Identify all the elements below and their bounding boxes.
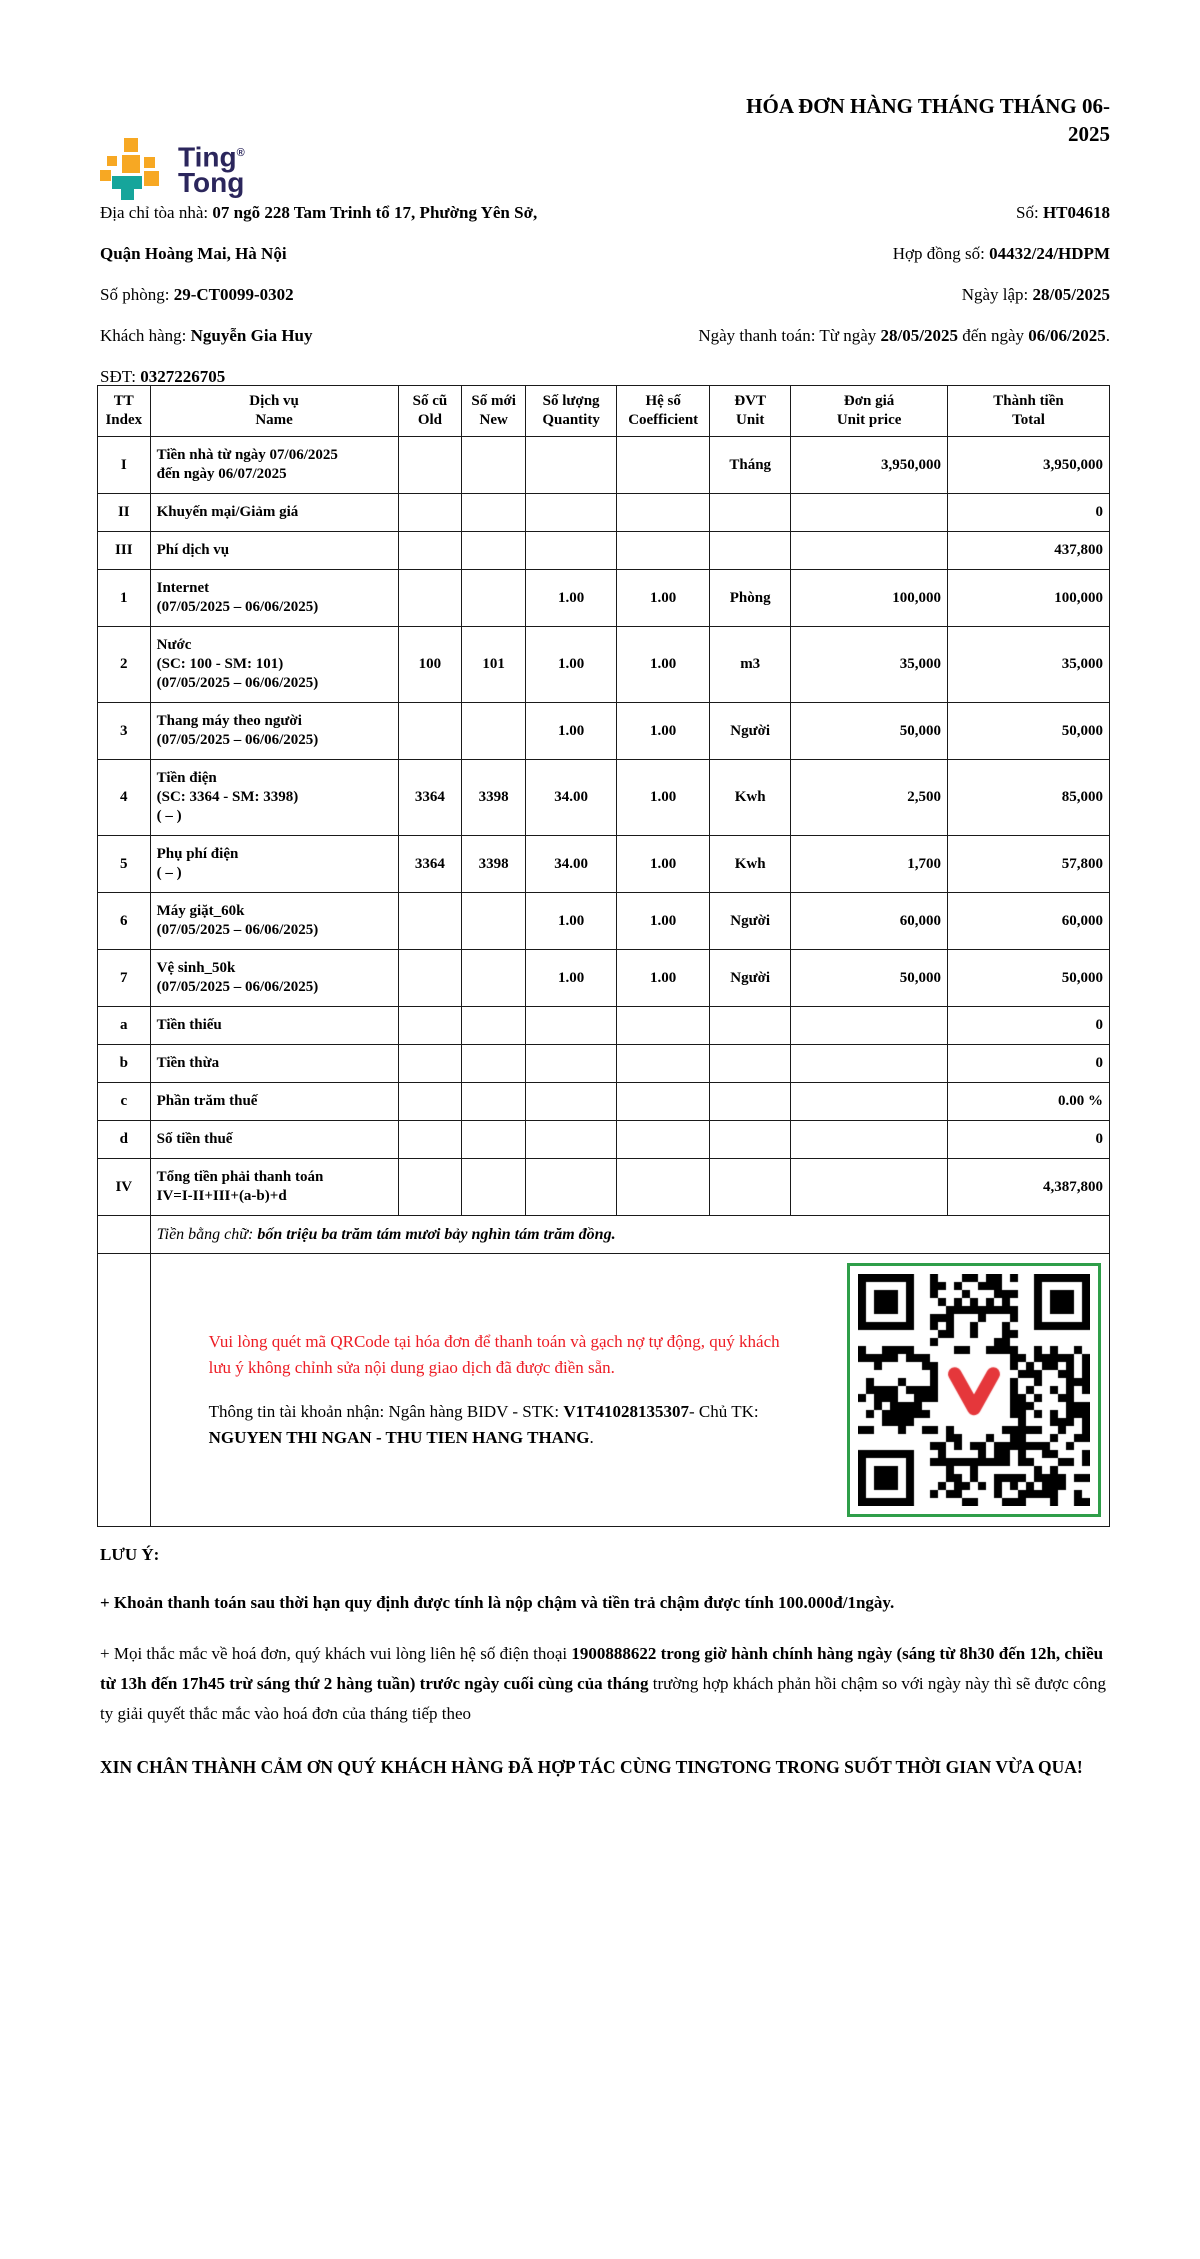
cell-service-name: Số tiền thuế: [150, 1121, 398, 1159]
cell-total: 4,387,800: [948, 1159, 1110, 1216]
column-header: Số lượng Quantity: [526, 386, 617, 437]
cell-quantity: 34.00: [526, 760, 617, 836]
cell-old-reading: [398, 950, 462, 1007]
info-right: Ngày lập: 28/05/2025: [961, 284, 1110, 304]
cell-coefficient: 1.00: [617, 950, 710, 1007]
info-line: [100, 192, 1110, 233]
cell-new-reading: [462, 437, 526, 494]
cell-index: IV: [98, 1159, 151, 1216]
cell-coefficient: 1.00: [617, 570, 710, 627]
cell-quantity: [526, 1121, 617, 1159]
cell-coefficient: [617, 437, 710, 494]
cell-unit-price: 1,700: [791, 836, 948, 893]
table-row: [98, 1121, 1110, 1159]
info-left: Khách hàng: Nguyễn Gia Huy: [100, 325, 313, 345]
cell-coefficient: 1.00: [617, 703, 710, 760]
payment-qr-code: [847, 1263, 1101, 1517]
cell-coefficient: [617, 532, 710, 570]
cell-old-reading: 3364: [398, 836, 462, 893]
cell-index: b: [98, 1045, 151, 1083]
late-payment-note: + Khoản thanh toán sau thời hạn quy định được tính là nộp chậm và tiền trả chậm được tính 100.000đ/1ngày.: [100, 1593, 895, 1612]
cell-service-name: Máy giặt_60k (07/05/2025 – 06/06/2025): [150, 893, 398, 950]
brand-line1: Ting: [178, 141, 237, 173]
cell-unit: Người: [710, 893, 791, 950]
table-row: [98, 1159, 1110, 1216]
qr-instruction-text: Vui lòng quét mã QRCode tại hóa đơn để thanh toán và gạch nợ tự động, quý khách lưu ý không chỉnh sửa nội dung giao dịch đã được điền sẵn.: [208, 1332, 780, 1377]
info-line: [100, 274, 1110, 315]
info-left: Số phòng: 29-CT0099-0302: [100, 284, 294, 304]
cell-unit: Kwh: [710, 836, 791, 893]
cell-unit-price: 100,000: [791, 570, 948, 627]
cell-coefficient: [617, 1083, 710, 1121]
cell-unit: [710, 494, 791, 532]
cell-new-reading: 101: [462, 627, 526, 703]
info-right: Ngày thanh toán: Từ ngày 28/05/2025 đến ngày 06/06/2025.: [698, 325, 1110, 345]
cell-new-reading: [462, 1007, 526, 1045]
cell-unit: [710, 532, 791, 570]
cell-index: 6: [98, 893, 151, 950]
table-row: [98, 1083, 1110, 1121]
cell-new-reading: [462, 532, 526, 570]
cell-unit: [710, 1007, 791, 1045]
tingtong-logo: [100, 138, 245, 200]
cell-index: I: [98, 437, 151, 494]
cell-quantity: 1.00: [526, 627, 617, 703]
cell-service-name: Phí dịch vụ: [150, 532, 398, 570]
cell-unit: [710, 1083, 791, 1121]
table-row: [98, 494, 1110, 532]
cell-old-reading: [398, 1083, 462, 1121]
table-row: [98, 1007, 1110, 1045]
cell-total: 3,950,000: [948, 437, 1110, 494]
cell-unit-price: 3,950,000: [791, 437, 948, 494]
cell-coefficient: [617, 1159, 710, 1216]
cell-new-reading: [462, 1121, 526, 1159]
cell-quantity: [526, 437, 617, 494]
cell-unit: [710, 1045, 791, 1083]
cell-quantity: 1.00: [526, 950, 617, 1007]
amount-in-words-label: Tiền bằng chữ:: [156, 1226, 258, 1243]
amount-in-words-row: [98, 1216, 1110, 1254]
cell-index: III: [98, 532, 151, 570]
cell-index: 7: [98, 950, 151, 1007]
cell-old-reading: [398, 1121, 462, 1159]
table-row: [98, 893, 1110, 950]
cell-service-name: Phần trăm thuế: [150, 1083, 398, 1121]
info-left: SĐT: 0327226705: [100, 366, 226, 386]
cell-old-reading: [398, 494, 462, 532]
thank-you-note: XIN CHÂN THÀNH CẢM ƠN QUÝ KHÁCH HÀNG ĐÃ HỢP TÁC CÙNG TINGTONG TRONG SUỐT THỜI GIAN VỪA QUA!: [100, 1757, 1083, 1777]
cell-service-name: Tiền thiếu: [150, 1007, 398, 1045]
cell-coefficient: [617, 1007, 710, 1045]
cell-total: 85,000: [948, 760, 1110, 836]
cell-service-name: Internet (07/05/2025 – 06/06/2025): [150, 570, 398, 627]
cell-coefficient: [617, 1045, 710, 1083]
cell-quantity: [526, 494, 617, 532]
column-header: Thành tiền Total: [948, 386, 1110, 437]
table-header-row: [98, 386, 1110, 437]
qr-row: [98, 1254, 1110, 1527]
empty-index-cell: [98, 1216, 151, 1254]
cell-quantity: 1.00: [526, 703, 617, 760]
cell-new-reading: [462, 703, 526, 760]
cell-coefficient: 1.00: [617, 760, 710, 836]
cell-service-name: Vệ sinh_50k (07/05/2025 – 06/06/2025): [150, 950, 398, 1007]
cell-unit-price: 35,000: [791, 627, 948, 703]
cell-service-name: Thang máy theo người (07/05/2025 – 06/06/2025): [150, 703, 398, 760]
cell-unit: m3: [710, 627, 791, 703]
cell-coefficient: 1.00: [617, 893, 710, 950]
cell-unit: [710, 1121, 791, 1159]
cell-unit-price: [791, 494, 948, 532]
column-header: Số mới New: [462, 386, 526, 437]
info-right: Số: HT04618: [1016, 202, 1110, 222]
cell-unit: Tháng: [710, 437, 791, 494]
cell-quantity: 1.00: [526, 893, 617, 950]
cell-unit: Người: [710, 703, 791, 760]
invoice-table: [97, 385, 1110, 1527]
amount-in-words-value: bốn triệu ba trăm tám mươi bảy nghìn tám trăm đồng.: [257, 1226, 616, 1243]
table-row: [98, 570, 1110, 627]
cell-old-reading: [398, 1159, 462, 1216]
cell-service-name: Khuyến mại/Giảm giá: [150, 494, 398, 532]
column-header: Số cũ Old: [398, 386, 462, 437]
info-line: [100, 233, 1110, 274]
page-title: [710, 92, 1110, 148]
cell-index: a: [98, 1007, 151, 1045]
cell-old-reading: 100: [398, 627, 462, 703]
cell-unit: Kwh: [710, 760, 791, 836]
cell-quantity: [526, 1045, 617, 1083]
cell-total: 0: [948, 494, 1110, 532]
cell-old-reading: [398, 703, 462, 760]
table-row: [98, 437, 1110, 494]
brand-name: [178, 140, 245, 199]
column-header: TT Index: [98, 386, 151, 437]
cell-total: 100,000: [948, 570, 1110, 627]
cell-new-reading: [462, 893, 526, 950]
cell-new-reading: [462, 1083, 526, 1121]
cell-unit-price: [791, 1121, 948, 1159]
cell-old-reading: [398, 1007, 462, 1045]
cell-total: 0: [948, 1045, 1110, 1083]
cell-total: 437,800: [948, 532, 1110, 570]
cell-service-name: Nước (SC: 100 - SM: 101) (07/05/2025 – 06/06/2025): [150, 627, 398, 703]
cell-quantity: 1.00: [526, 570, 617, 627]
cell-old-reading: [398, 437, 462, 494]
table-row: [98, 627, 1110, 703]
cell-quantity: [526, 1083, 617, 1121]
cell-new-reading: 3398: [462, 836, 526, 893]
cell-unit-price: [791, 1083, 948, 1121]
cell-quantity: [526, 532, 617, 570]
cell-service-name: Tiền nhà từ ngày 07/06/2025 đến ngày 06/07/2025: [150, 437, 398, 494]
cell-index: 3: [98, 703, 151, 760]
cell-unit: [710, 1159, 791, 1216]
cell-old-reading: 3364: [398, 760, 462, 836]
qr-code-image: [858, 1274, 1090, 1506]
cell-unit-price: 50,000: [791, 950, 948, 1007]
cell-old-reading: [398, 893, 462, 950]
table-row: [98, 703, 1110, 760]
notes-section: [100, 1545, 1110, 1800]
info-line: [100, 315, 1110, 356]
page-title-line1: HÓA ĐƠN HÀNG THÁNG THÁNG 06-: [746, 94, 1110, 118]
info-left: Quận Hoàng Mai, Hà Nội: [100, 243, 287, 263]
registered-mark: ®: [236, 147, 245, 159]
cell-index: 5: [98, 836, 151, 893]
table-row: [98, 836, 1110, 893]
qr-section-cell: [150, 1254, 1109, 1527]
cell-unit-price: 2,500: [791, 760, 948, 836]
hotline-note: + Mọi thắc mắc về hoá đơn, quý khách vui lòng liên hệ số điện thoại 1900888622 trong giờ hành chính hàng ngày (sáng từ 8h30 đến 12h, chiều từ 13h đến 17h45 trừ sáng thứ 2 hàng tuần) trước ngày cuối cùng của tháng trường hợp khách phản hồi chậm so với ngày này thì sẽ được công ty giải quyết thắc mắc vào hoá đơn của tháng tiếp theo: [100, 1644, 1107, 1723]
table-row: [98, 760, 1110, 836]
page-title-line2: 2025: [1068, 122, 1110, 146]
brand-line2: Tong: [178, 167, 245, 199]
cell-index: II: [98, 494, 151, 532]
cell-new-reading: [462, 950, 526, 1007]
notes-heading: LƯU Ý:: [100, 1545, 160, 1564]
column-header: Đơn giá Unit price: [791, 386, 948, 437]
cell-total: 50,000: [948, 950, 1110, 1007]
cell-total: 0.00 %: [948, 1083, 1110, 1121]
cell-unit-price: [791, 532, 948, 570]
cell-new-reading: [462, 494, 526, 532]
cell-coefficient: 1.00: [617, 836, 710, 893]
info-left: Địa chỉ tòa nhà: 07 ngõ 228 Tam Trinh tổ 17, Phường Yên Sở,: [100, 202, 538, 222]
cell-total: 60,000: [948, 893, 1110, 950]
info-right: Hợp đồng số: 04432/24/HDPM: [892, 243, 1110, 263]
column-header: Dịch vụ Name: [150, 386, 398, 437]
cell-quantity: [526, 1007, 617, 1045]
cell-service-name: Tiền thừa: [150, 1045, 398, 1083]
cell-new-reading: [462, 1045, 526, 1083]
column-header: ĐVT Unit: [710, 386, 791, 437]
cell-new-reading: [462, 1159, 526, 1216]
cell-unit: Người: [710, 950, 791, 1007]
cell-coefficient: 1.00: [617, 627, 710, 703]
invoice-info: [100, 192, 1110, 397]
table-row: [98, 950, 1110, 1007]
amount-in-words-cell: [150, 1216, 1109, 1254]
cell-service-name: Tổng tiền phải thanh toán IV=I-II+III+(a-b)+d: [150, 1159, 398, 1216]
cell-index: 4: [98, 760, 151, 836]
cell-quantity: [526, 1159, 617, 1216]
cell-unit: Phòng: [710, 570, 791, 627]
bank-account-info: Thông tin tài khoản nhận: Ngân hàng BIDV - STK: V1T41028135307- Chủ TK: NGUYEN THI NGAN - THU TIEN HANG THANG.: [208, 1402, 759, 1447]
empty-index-cell: [98, 1254, 151, 1527]
cell-index: d: [98, 1121, 151, 1159]
cell-total: 0: [948, 1007, 1110, 1045]
cell-unit-price: 50,000: [791, 703, 948, 760]
cell-index: 1: [98, 570, 151, 627]
cell-service-name: Tiền điện (SC: 3364 - SM: 3398) ( – ): [150, 760, 398, 836]
cell-old-reading: [398, 1045, 462, 1083]
cell-old-reading: [398, 570, 462, 627]
cell-total: 0: [948, 1121, 1110, 1159]
table-row: [98, 532, 1110, 570]
cell-new-reading: [462, 570, 526, 627]
cell-new-reading: 3398: [462, 760, 526, 836]
cell-service-name: Phụ phí điện ( – ): [150, 836, 398, 893]
cell-total: 50,000: [948, 703, 1110, 760]
cell-total: 35,000: [948, 627, 1110, 703]
cell-total: 57,800: [948, 836, 1110, 893]
column-header: Hệ số Coefficient: [617, 386, 710, 437]
cell-index: 2: [98, 627, 151, 703]
cell-unit-price: [791, 1045, 948, 1083]
cell-unit-price: [791, 1007, 948, 1045]
cell-unit-price: 60,000: [791, 893, 948, 950]
cell-quantity: 34.00: [526, 836, 617, 893]
cell-old-reading: [398, 532, 462, 570]
cell-coefficient: [617, 1121, 710, 1159]
cell-coefficient: [617, 494, 710, 532]
table-row: [98, 1045, 1110, 1083]
tingtong-logo-icon: [100, 138, 166, 200]
cell-index: c: [98, 1083, 151, 1121]
cell-unit-price: [791, 1159, 948, 1216]
